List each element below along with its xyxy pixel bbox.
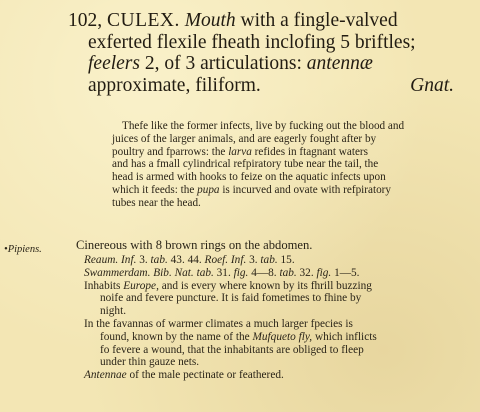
larva-term: larva (228, 145, 252, 158)
desc-line-6b: the (180, 183, 195, 196)
habitat-text: and is every where known by its fhrill buzzing (161, 279, 372, 292)
habitat-region: Europe, (123, 279, 159, 292)
ref-fig-label: fig. (316, 266, 332, 279)
desc-line-3 (112, 146, 464, 159)
desc-line-3b: the (211, 145, 226, 158)
ref-tab-label: tab. (196, 266, 214, 279)
species-bullet: • (4, 244, 8, 255)
heading-line-3-mid: 2, of 3 articulations: (144, 53, 302, 74)
ref-work: Inf. (230, 254, 247, 266)
antennae-term: Antennae (84, 369, 127, 382)
pupa-term: pupa (197, 183, 220, 196)
ref-vol: 3. (139, 254, 148, 266)
desc-line-7: tubes near the head. (112, 196, 201, 209)
savanna-text: which inflicts (314, 330, 377, 343)
habitat-line-1 (76, 280, 472, 293)
ref-fig-label: fig. (233, 266, 249, 279)
genus-name: CULEX. (107, 10, 180, 31)
desc-line-1: Thefe like the former infects, live by fucking out the blood and (122, 120, 405, 132)
species-name-text: Pipiens. (7, 244, 42, 255)
species-entry (76, 238, 472, 382)
ref-tab-label: tab. (260, 254, 278, 266)
reference-line-2 (76, 267, 472, 280)
entry-number: 102, (68, 10, 103, 31)
ref-author-reaum: Reaum. (84, 254, 119, 266)
mouth-label: Mouth (184, 10, 236, 31)
savanna-line-4: under thin gauze nets. (100, 356, 200, 369)
genus-description (112, 120, 464, 210)
savanna-line-2 (76, 331, 472, 344)
ref-work: Inf. (121, 254, 137, 266)
ref-tab-label: tab. (279, 266, 297, 279)
ref-fig-num: 1—5. (334, 266, 360, 279)
antennae-label: antennæ (306, 53, 373, 74)
desc-line-6 (112, 184, 464, 197)
feelers-label: feelers (88, 53, 140, 74)
heading-line-1-rest: with a fingle-valved (240, 10, 398, 31)
reference-line-1 (76, 254, 472, 267)
savanna-line-1: In the favannas of warmer climates a much larger fpecies is (84, 317, 353, 330)
ref-tab-num: 32. (299, 266, 314, 279)
desc-line-3d: refides in ftagnant waters (254, 145, 369, 158)
habitat-line-3: night. (100, 305, 127, 318)
ref-tab-label: tab. (150, 254, 168, 266)
heading-line-4 (68, 75, 468, 97)
desc-line-6d: is incurved and ovate with refpiratory (222, 183, 391, 196)
ref-vol: 3. (249, 254, 258, 266)
ref-fig-num: 4—8. (251, 266, 277, 279)
heading-line-3 (68, 53, 468, 75)
habitat-line-2: noife and fevere puncture. It is faid fometimes to fhine by (100, 292, 362, 305)
ref-author-roef: Roef. (204, 254, 229, 266)
heading-line-2: exferted flexile fheath inclofing 5 briftles; (88, 31, 416, 53)
species-name (4, 244, 42, 255)
ref-author-swammerdam: Swammerdam. (84, 266, 151, 279)
desc-line-2: juices of the larger animals, and are eagerly fought after by (112, 132, 377, 145)
antennae-text: of the male pectinate or feathered. (129, 369, 284, 382)
heading-line-4-text: approximate, filiform. (88, 74, 261, 96)
desc-line-6a: which it feeds: (112, 183, 178, 196)
antennae-note (76, 369, 472, 382)
ref-work: Bib. Nat. (153, 266, 194, 279)
savanna-text: found, known by the name of the (100, 330, 250, 343)
genus-heading (68, 10, 468, 96)
desc-line-4: and has a fmall cylindrical refpiratory tube near the tail, the (112, 158, 379, 171)
desc-line-3a: poultry and fparrows: (112, 145, 209, 158)
desc-line-5: head is armed with hooks to feize on the aquatic infects upon (112, 171, 386, 184)
ref-tab-num: 15. (280, 254, 295, 266)
common-name: Gnat. (410, 74, 454, 96)
ref-tab-num: 31. (216, 266, 231, 279)
species-diagnosis: Cinereous with 8 brown rings on the abdomen. (76, 238, 313, 252)
habitat-text: Inhabits (84, 279, 121, 292)
musqueto-term: Mufqueto fly, (252, 330, 313, 343)
ref-tab-num: 43. 44. (170, 254, 202, 266)
savanna-line-3: fo fevere a wound, that the inhabitants are obliged to fleep (100, 343, 364, 356)
heading-line-1 (68, 10, 468, 32)
